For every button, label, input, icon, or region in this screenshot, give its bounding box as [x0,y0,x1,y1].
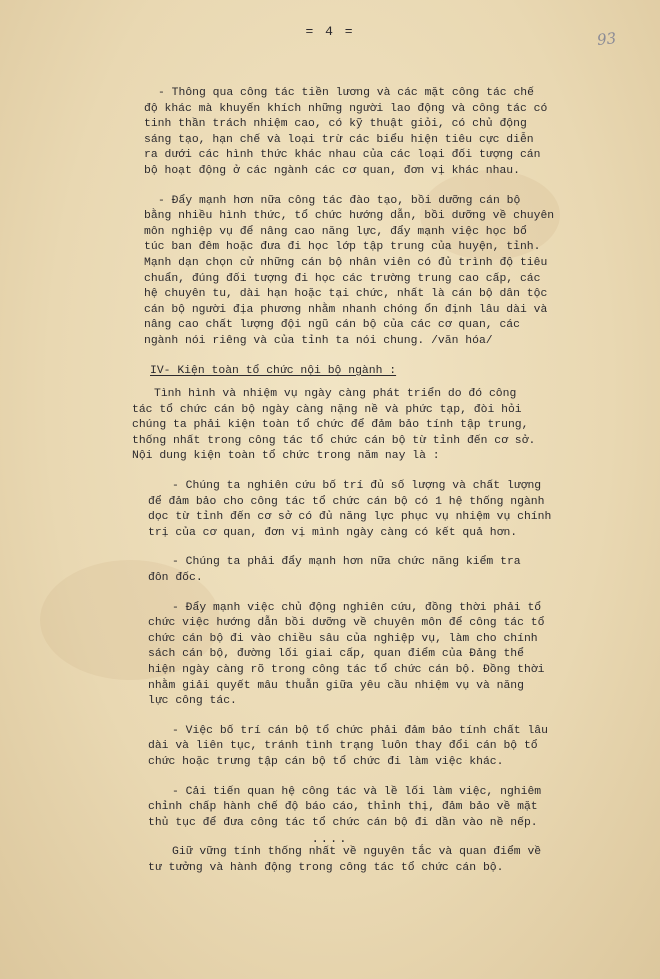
text-line: chức hoặc trưng tập cán bộ tổ chức đi làm việc khác. [148,755,504,768]
section-heading: IV- Kiện toàn tổ chức nội bộ ngành : [150,364,397,377]
text-line: tác tổ chức cán bộ ngày càng nặng nề và phức tạp, đòi hỏi [132,403,522,416]
paragraph [144,194,638,350]
text-line: bộ hoạt động ở các ngành các cơ quan, đơn vị khác nhau. [144,164,520,177]
text-line: dọc từ tỉnh đến cơ sở có đủ năng lực phục vụ nhiệm vụ chính [148,511,552,524]
text-line: - Đẩy mạnh việc chủ động nghiên cứu, đồng thời phải tổ [172,601,542,614]
text-line: sáng tạo, hạn chế và loại trừ các biểu hiện tiêu cực diễn [144,133,534,146]
text-line: cán bộ người địa phương nhằm nhanh chóng ổn định lâu dài và [144,303,548,316]
page-number: = 4 = [305,24,355,39]
paragraph [148,724,638,771]
paragraph [148,785,638,832]
text-line: - Cải tiến quan hệ công tác và lề lối làm việc, nghiêm [172,785,542,798]
text-line: chức cán bộ đi vào chiều sâu của nghiệp vụ, làm cho chính [148,632,538,645]
text-line: tinh thần trách nhiệm cao, có kỹ thuật giỏi, có chủ động [144,118,527,131]
text-line: môn nghiệp vụ để nâng cao năng lực, đẩy mạnh việc học bổ [144,225,527,238]
text-line: túc ban đêm hoặc đưa đi học lớp tập trung của huyện, tỉnh. [144,241,541,254]
text-line: Mạnh dạn chọn cử những cán bộ nhân viên có đủ trình độ tiêu [144,256,548,269]
text-line: - Chúng ta nghiên cứu bố trí đủ số lượng và chất lượng [172,480,542,493]
paragraph [144,86,638,180]
text-line: nâng cao chất lượng đội ngũ cán bộ của các cơ quan, các [144,319,520,332]
end-mark: .... [311,832,349,846]
text-line: sách cán bộ, đường lối giai cấp, quan điểm của Đảng thể [148,648,524,661]
text-line: - Đẩy mạnh hơn nữa công tác đào tạo, bồi dưỡng cán bộ [158,194,521,207]
text-line: Giữ vững tính thống nhất về nguyên tắc và quan điểm về [172,846,542,859]
paragraph [148,479,638,541]
text-line: chuẩn, đúng đối tượng đi học các trường trung cao cấp, các [144,272,541,285]
text-line: bằng nhiều hình thức, tổ chức hướng dẫn, bồi dưỡng về chuyên [144,210,555,223]
text-line: độ khác mà khuyến khích những người lao động và công tác có [144,102,548,115]
text-line: nhằm giải quyết mâu thuẫn giữa yêu cầu nhiệm vụ và năng [148,679,524,692]
document-body [132,86,638,891]
text-line: để đảm bảo cho công tác tổ chức cán bộ có 1 hệ thống ngành [148,495,545,508]
text-line: thống nhất trong công tác tổ chức cán bộ từ tỉnh đến cơ sở. [132,434,536,447]
text-line: đôn đốc. [148,572,203,585]
paragraph [148,601,638,710]
paragraph [148,845,638,876]
paragraph [132,387,638,465]
text-line: hệ chuyên tu, dài hạn hoặc tại chức, nhất là cán bộ dân tộc [144,288,548,301]
text-line: tư tưởng và hành động trong công tác tổ chức cán bộ. [148,861,504,874]
text-line: thủ tục để đưa công tác tổ chức cán bộ đi dần vào nề nếp. [148,816,538,829]
text-line: chỉnh chấp hành chế độ báo cáo, thỉnh thị, đảm bảo về mặt [148,801,538,814]
folio-mark: 93 [596,29,617,49]
paragraph [148,555,638,586]
text-line: - Thông qua công tác tiền lương và các mặt công tác chế [158,87,534,99]
text-line: - Việc bố trí cán bộ tổ chức phải đảm bảo tính chất lâu [172,724,548,737]
text-line: chúng ta phải kiện toàn tổ chức để đảm bảo tính tập trung, [132,419,529,432]
text-line: lực công tác. [148,695,237,708]
text-line: trị của cơ quan, đơn vị mình ngày càng có kết quả hơn. [148,526,518,539]
text-line: ra dưới các hình thức khác nhau của các loại đối tượng cán [144,149,541,162]
text-line: hiện ngày càng rõ trong công tác tổ chức cán bộ. Đồng thời [148,664,545,676]
text-line: chức việc hướng dẫn bồi dưỡng về chuyên môn để công tác tổ [148,617,545,630]
text-line: - Chúng ta phải đẩy mạnh hơn nữa chức năng kiểm tra [172,556,521,569]
text-line: dài và liên tục, tránh tình trạng luôn thay đổi cán bộ tổ [148,740,538,753]
text-line: Nội dung kiện toàn tổ chức trong năm nay là : [132,450,440,463]
text-line: ngành nói riêng và của tỉnh ta nói chung. /văn hóa/ [144,334,493,347]
text-line: Tình hình và nhiệm vụ ngày càng phát triển do đó công [154,388,517,401]
